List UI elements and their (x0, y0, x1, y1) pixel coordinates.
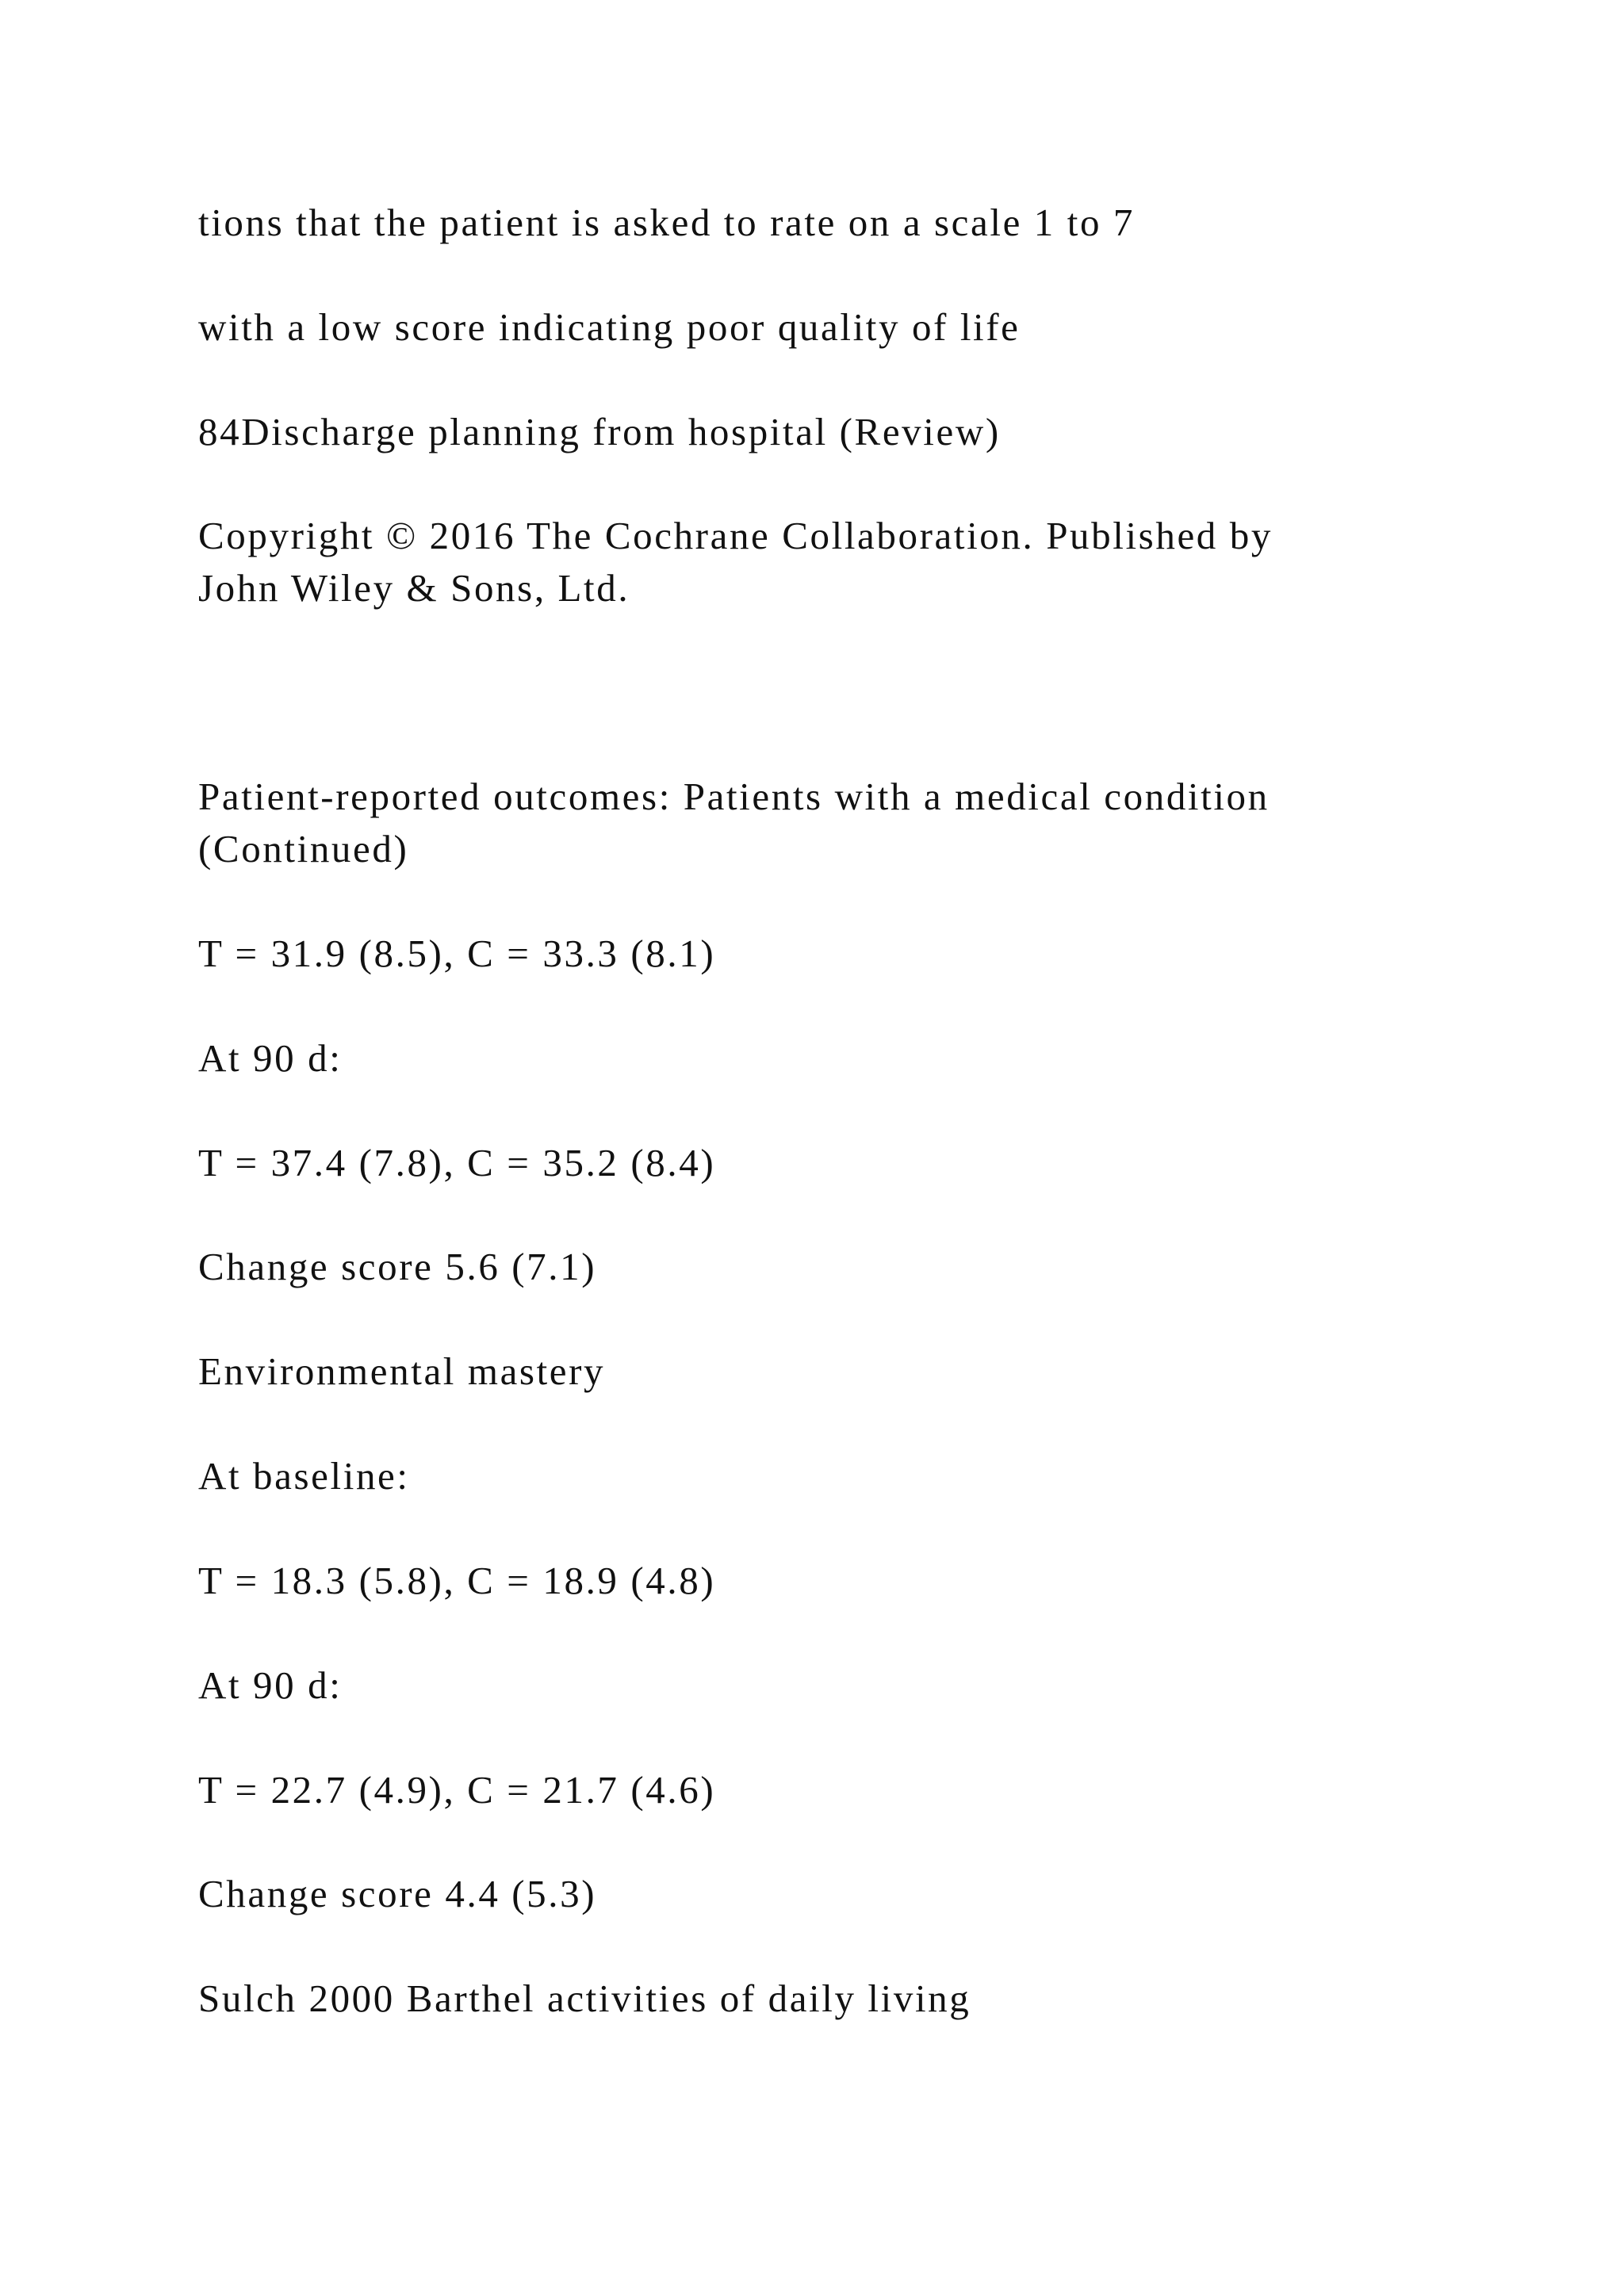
copyright-line: John Wiley & Sons, Ltd. (198, 566, 630, 610)
text-line: T = 22.7 (4.9), C = 21.7 (4.6) (198, 1768, 716, 1812)
text-line: At 90 d: (198, 1036, 343, 1080)
section-heading: Patient-reported outcomes: Patients with a medical condition (198, 775, 1270, 818)
running-footer-title: 84Discharge planning from hospital (Review) (198, 410, 1001, 453)
text-line: At baseline: (198, 1454, 410, 1498)
text-line: Change score 5.6 (7.1) (198, 1245, 597, 1288)
text-line: T = 31.9 (8.5), C = 33.3 (8.1) (198, 932, 716, 975)
text-line: Environmental mastery (198, 1349, 606, 1393)
text-line: with a low score indicating poor quality of life (198, 305, 1021, 349)
text-line: Sulch 2000 Barthel activities of daily living (198, 1976, 971, 2020)
text-line: Change score 4.4 (5.3) (198, 1872, 597, 1915)
section-heading-continued: (Continued) (198, 827, 409, 871)
copyright-line: Copyright © 2016 The Cochrane Collaboration. Published by (198, 514, 1273, 557)
text-line: T = 18.3 (5.8), C = 18.9 (4.8) (198, 1559, 716, 1602)
text-line: tions that the patient is asked to rate on a scale 1 to 7 (198, 201, 1136, 244)
text-line: At 90 d: (198, 1663, 343, 1707)
text-line: T = 37.4 (7.8), C = 35.2 (8.4) (198, 1141, 716, 1184)
